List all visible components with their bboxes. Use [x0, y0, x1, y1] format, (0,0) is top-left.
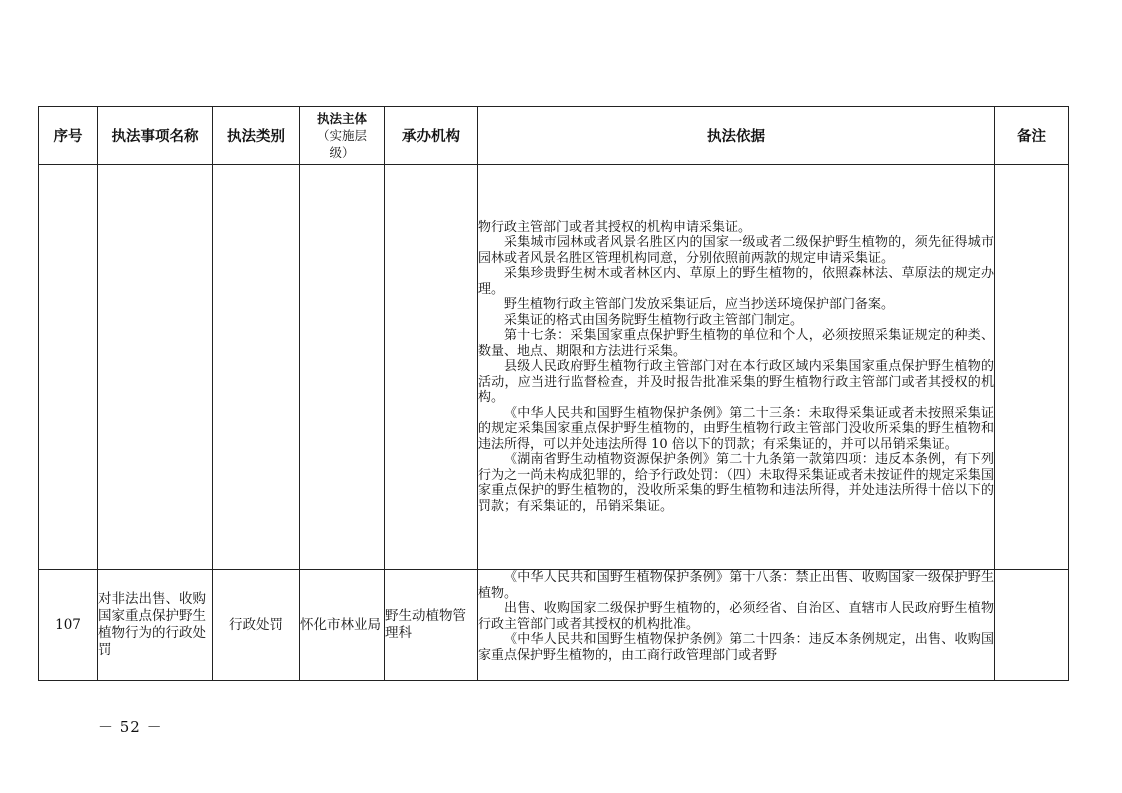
basis-paragraph: 《中华人民共和国野生植物保护条例》第十八条：禁止出售、收购国家一级保护野生植物。: [478, 570, 994, 601]
row2-category: 行政处罚: [213, 570, 300, 681]
row2-basis-paragraphs: [478, 570, 994, 680]
header-category: 执法类别: [213, 107, 300, 165]
row2-item-name: 对非法出售、收购国家重点保护野生植物行为的行政处罚: [98, 570, 213, 681]
header-seq: 序号: [39, 107, 98, 165]
header-subject-line2: （实施层: [316, 128, 367, 143]
basis-paragraph: 第十七条：采集国家重点保护野生植物的单位和个人，必须按照采集证规定的种类、数量、地点、期限和方法进行采集。: [478, 328, 994, 359]
row2-basis: [478, 570, 995, 681]
row2-seq: 107: [39, 570, 98, 681]
row2-dept: 野生动植物管理科: [385, 570, 478, 681]
basis-paragraph: 采集证的格式由国务院野生植物行政主管部门制定。: [504, 312, 804, 328]
table-row: [39, 165, 1069, 570]
basis-paragraph: 出售、收购国家二级保护野生植物的，必须经省、自治区、直辖市人民政府野生植物行政主管部门或者其授权的机构批准。: [478, 601, 994, 632]
basis-paragraph: 采集城市园林或者风景名胜区内的国家一级或者二级保护野生植物的，须先征得城市园林或者风景名胜区管理机构同意，分别依照前两款的规定申请采集证。: [478, 235, 994, 266]
row1-basis: [478, 165, 995, 570]
header-dept: 承办机构: [385, 107, 478, 165]
header-basis: 执法依据: [478, 107, 995, 165]
row2-remark: [995, 570, 1069, 681]
basis-paragraph: 《中华人民共和国野生植物保护条例》第二十三条：未取得采集证或者未按照采集证的规定采集国家重点保护野生植物的，由野生植物行政主管部门没收所采集的野生植物和违法所得，可以并处违法所得 10 倍以下的罚款；有采集证的，并可以吊销采集证。: [478, 405, 994, 452]
page-number: － 52 －: [98, 718, 163, 736]
header-remark: 备注: [995, 107, 1069, 165]
row1-subject: [300, 165, 385, 570]
header-row: [39, 107, 1069, 165]
header-item-name: 执法事项名称: [98, 107, 213, 165]
table-row: [39, 570, 1069, 681]
row1-category: [213, 165, 300, 570]
row1-basis-paragraphs: [478, 220, 994, 515]
header-subject: [300, 107, 385, 165]
enforcement-table: [38, 106, 1069, 681]
row1-seq: [39, 165, 98, 570]
row1-item-name: [98, 165, 213, 570]
basis-paragraph: 《中华人民共和国野生植物保护条例》第二十四条：违反本条例规定，出售、收购国家重点保护野生植物的，由工商行政管理部门或者野: [478, 632, 994, 663]
row2-subject: 怀化市林业局: [300, 570, 385, 681]
basis-paragraph: 《湖南省野生动植物资源保护条例》第二十九条第一款第四项：违反本条例，有下列行为之一尚未构成犯罪的，给予行政处罚：（四）未取得采集证或者未按证件的规定采集国家重点保护的野生植物的，没收所采集的野生植物和违法所得，并处违法所得十倍以下的罚款；有采集证的，吊销采集证。: [478, 452, 994, 514]
header-subject-line1: 执法主体: [316, 111, 367, 126]
row1-remark: [995, 165, 1069, 570]
basis-paragraph: 县级人民政府野生植物行政主管部门对在本行政区域内采集国家重点保护野生植物的活动，应当进行监督检查，并及时报告批准采集的野生植物行政主管部门或者其授权的机构。: [478, 359, 994, 406]
header-subject-line3: 级）: [329, 145, 355, 160]
basis-paragraph: 采集珍贵野生树木或者林区内、草原上的野生植物的，依照森林法、草原法的规定办理。: [478, 266, 994, 297]
basis-paragraph: 野生植物行政主管部门发放采集证后，应当抄送环境保护部门备案。: [504, 297, 895, 313]
basis-paragraph: 物行政主管部门或者其授权的机构申请采集证。: [478, 219, 752, 235]
row1-dept: [385, 165, 478, 570]
